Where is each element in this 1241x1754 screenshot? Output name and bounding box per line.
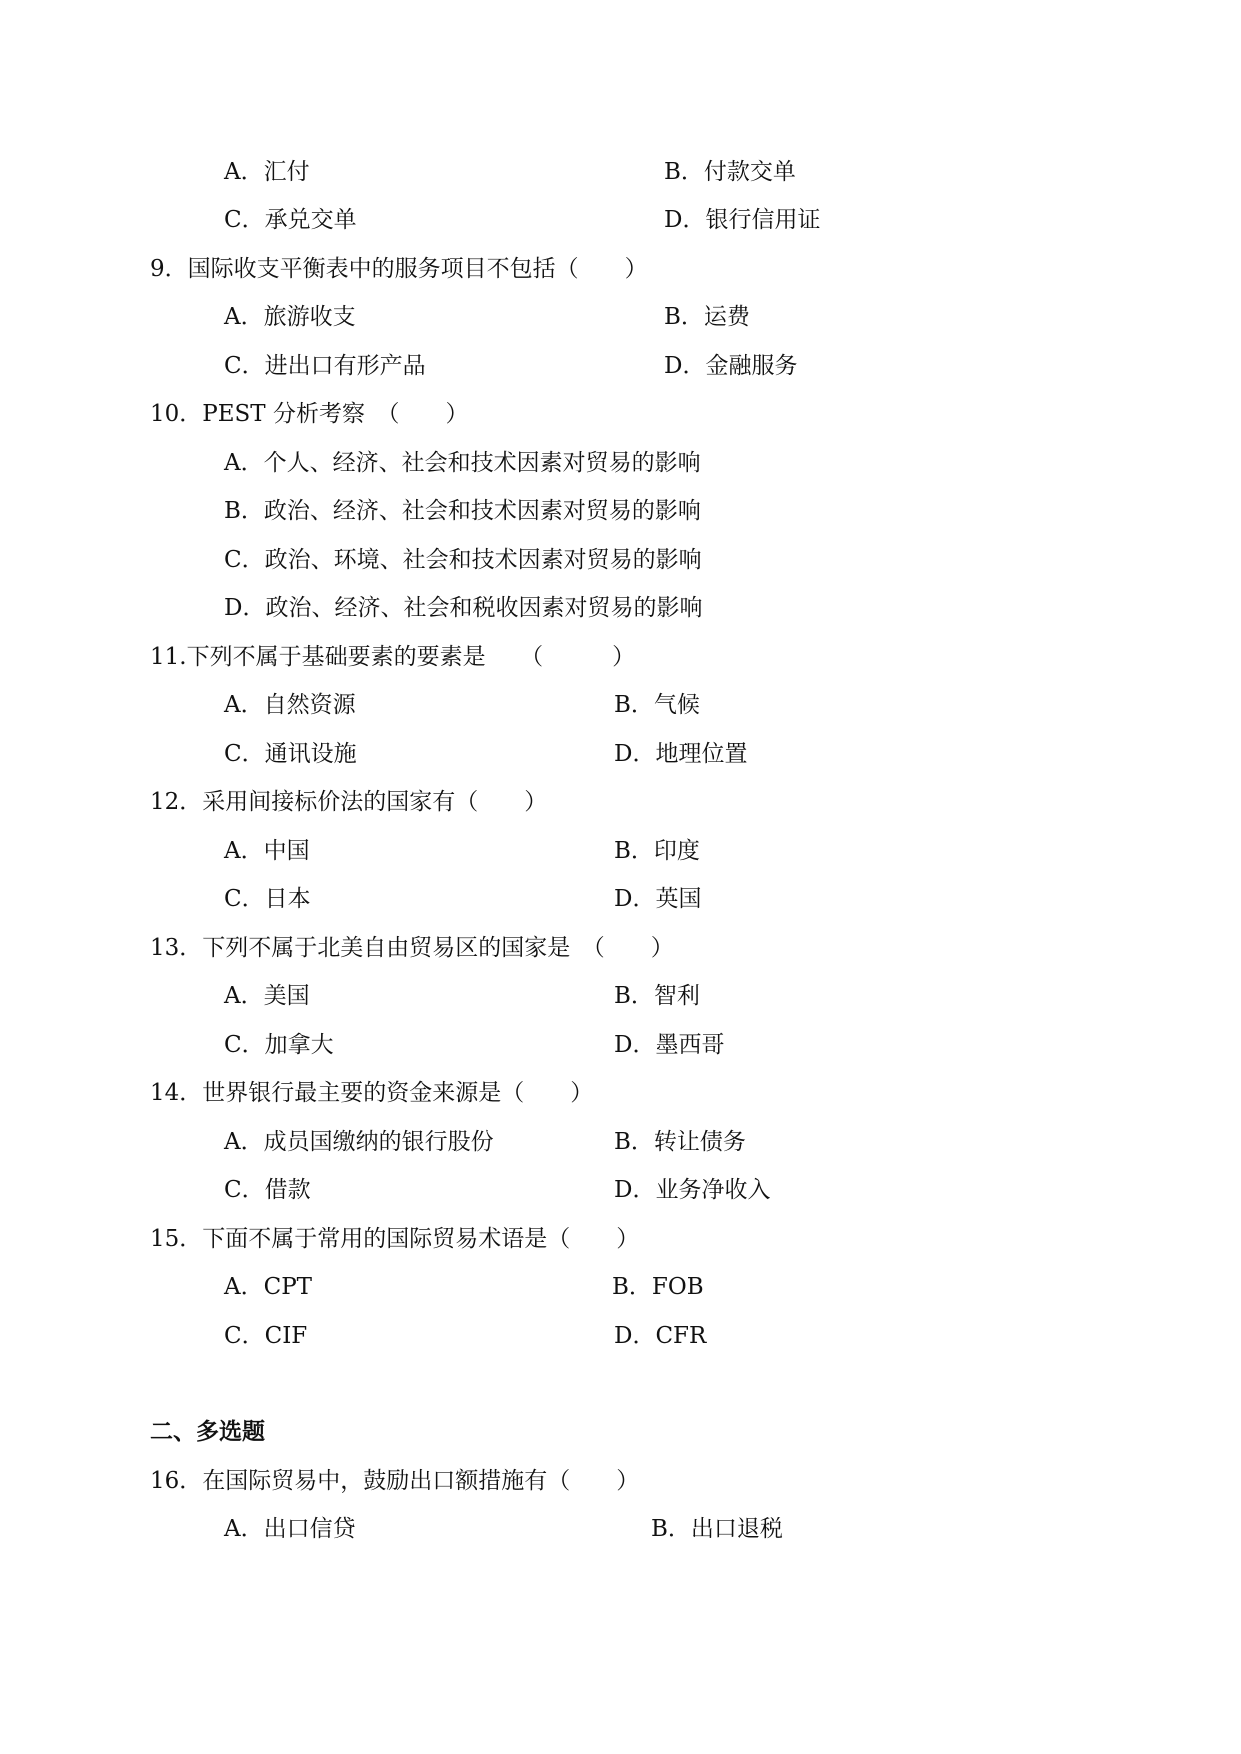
q9-stem: 9．国际收支平衡表中的服务项目不包括（ ） xyxy=(150,256,648,282)
q8-option-b: B．付款交单 xyxy=(664,159,796,185)
q13-option-d: D．墨西哥 xyxy=(614,1032,725,1058)
q10-option-d: D．政治、经济、社会和税收因素对贸易的影响 xyxy=(224,595,703,621)
q11-option-c: C．通讯设施 xyxy=(224,741,357,767)
q11-stem: 11.下列不属于基础要素的要素是 （ ） xyxy=(150,644,636,670)
q8-option-d: D．银行信用证 xyxy=(664,207,821,233)
q12-option-a: A．中国 xyxy=(224,838,310,864)
q8-option-c: C．承兑交单 xyxy=(224,207,357,233)
q9-option-c: C．进出口有形产品 xyxy=(224,353,426,379)
q11-option-d: D．地理位置 xyxy=(614,741,748,767)
q16-stem: 16．在国际贸易中，鼓励出口额措施有（ ） xyxy=(150,1468,640,1494)
q13-stem: 13．下列不属于北美自由贸易区的国家是 （ ） xyxy=(150,935,674,961)
section-heading-multiple-choice: 二、多选题 xyxy=(150,1418,265,1445)
q14-option-b: B．转让债务 xyxy=(614,1129,746,1155)
q9-option-a: A．旅游收支 xyxy=(224,304,356,330)
q14-stem: 14．世界银行最主要的资金来源是（ ） xyxy=(150,1080,594,1106)
q15-option-c: C．CIF xyxy=(224,1323,308,1349)
q12-option-d: D．英国 xyxy=(614,886,702,912)
q15-option-b: B．FOB xyxy=(612,1274,704,1300)
q10-option-c: C．政治、环境、社会和技术因素对贸易的影响 xyxy=(224,547,702,573)
q14-option-c: C．借款 xyxy=(224,1177,311,1203)
q9-option-b: B．运费 xyxy=(664,304,750,330)
q11-option-a: A．自然资源 xyxy=(224,692,356,718)
q8-option-a: A．汇付 xyxy=(224,159,310,185)
q10-stem: 10．PEST 分析考察 （ ） xyxy=(150,401,469,427)
q10-option-a: A．个人、经济、社会和技术因素对贸易的影响 xyxy=(224,450,701,476)
q10-option-b: B．政治、经济、社会和技术因素对贸易的影响 xyxy=(224,498,701,524)
q13-option-a: A．美国 xyxy=(224,983,310,1009)
q12-stem: 12．采用间接标价法的国家有（ ） xyxy=(150,789,548,815)
q16-option-b: B．出口退税 xyxy=(651,1516,783,1542)
q15-stem: 15．下面不属于常用的国际贸易术语是（ ） xyxy=(150,1226,640,1252)
q14-option-d: D．业务净收入 xyxy=(614,1177,771,1203)
q16-option-a: A．出口信贷 xyxy=(224,1516,356,1542)
q15-option-a: A．CPT xyxy=(224,1274,313,1300)
q11-option-b: B．气候 xyxy=(614,692,700,718)
q9-option-d: D．金融服务 xyxy=(664,353,798,379)
q15-option-d: D．CFR xyxy=(614,1323,707,1349)
q13-option-b: B．智利 xyxy=(614,983,700,1009)
q12-option-b: B．印度 xyxy=(614,838,700,864)
q13-option-c: C．加拿大 xyxy=(224,1032,334,1058)
q14-option-a: A．成员国缴纳的银行股份 xyxy=(224,1129,494,1155)
q12-option-c: C．日本 xyxy=(224,886,311,912)
